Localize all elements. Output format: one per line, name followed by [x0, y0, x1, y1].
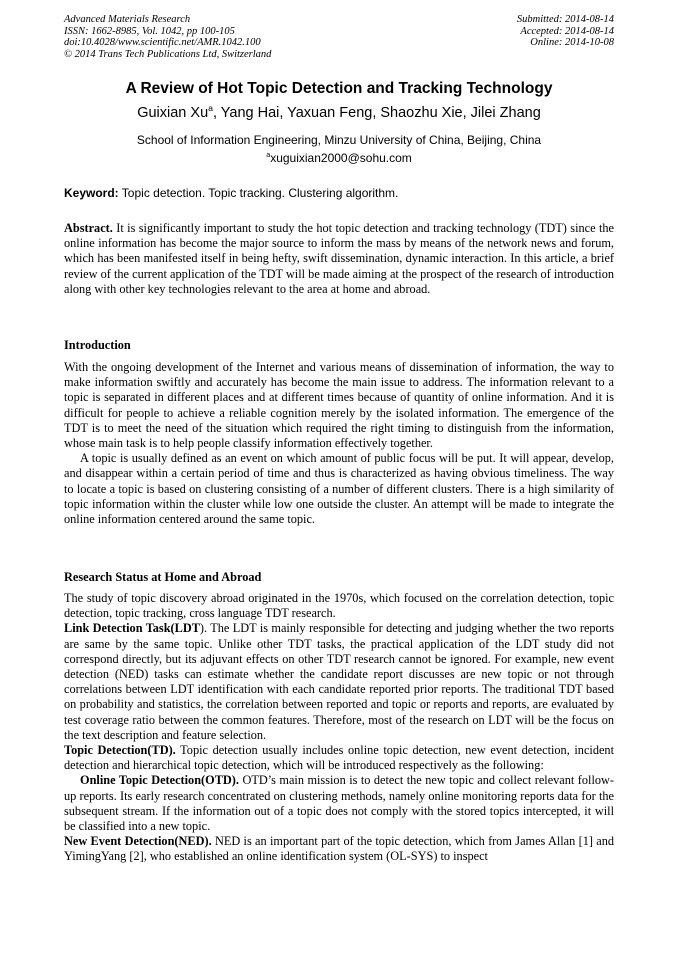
copyright: © 2014 Trans Tech Publications Ltd, Switzerland	[64, 48, 272, 60]
first-author: Guixian Xu	[137, 105, 209, 121]
abstract-text: It is significantly important to study the hot topic detection and tracking technology (TDT) since the online information has become the major source to inform the mass by means of the network news and forum, which has been manifested itself in being hefty, swift dissemination, dynamic interaction. In this article, a brief review of the current application of the TDT will be made aiming at the prospect of the research of introduction along with other key technologies relevant to the area at home and abroad.	[64, 221, 614, 296]
affiliation: School of Information Engineering, Minzu University of China, Beijing, China	[136, 133, 542, 147]
ned-label: New Event Detection(NED).	[64, 834, 212, 849]
intro-paragraph-2: A topic is usually defined as an event on which amount of public focus will be put. It will appear, develop, and disappear within a certain period of time and thus is characterized as having obvious timeliness. The way to locate a topic is based on clustering consisting of a number of different clusters. There is a high similarity of topic information within the cluster while low one outside the cluster. An attempt will be made to integrate the online information centered around the same topic.	[64, 451, 614, 527]
otd-label: Online Topic Detection(OTD).	[80, 773, 239, 788]
journal-name: Advanced Materials Research	[64, 14, 191, 25]
otd-text: OTD’s main mission is to detect the new topic and collect relevant follow-up reports. Its early research concentrated on clustering methods, namely online monitoring reports data for the subsequent stream. If the information out of a topic does not comply with the stored topics intercepted, it will be classified into a new topic.	[64, 773, 615, 834]
intro-paragraph-1: With the ongoing development of the Internet and various means of dissemination of information, the way to make information swiftly and accurately has become the main issue to address. The information relevant to a topic is separated in different places and at different times because of quantity of online information. And it is difficult for people to achieve a reliable cognition merely by the isolated information. The emergence of the TDT is to meet the need of the situation which required the right timing to distinguish from the information, whose main task is to help people classify information effectively together.	[64, 360, 614, 451]
introduction-body	[64, 360, 614, 527]
research-status-heading: Research Status at Home and Abroad	[64, 570, 262, 584]
contact-email	[40, 151, 638, 165]
doi: doi:10.4028/www.scientific.net/AMR.1042.100	[64, 37, 261, 48]
ldt-label: Link Detection Task(LDT	[64, 621, 200, 636]
keyword-label: Keyword:	[64, 186, 119, 200]
email-address: xuguixian2000@sohu.com	[270, 151, 412, 165]
td-paragraph	[64, 743, 614, 773]
ldt-text: ). The LDT is mainly responsible for detecting and judging whether the two reports are same by the same topic. Unlike other TDT tasks, the practical application of the LDT study did not correspond directly, but its adjuvant effects on other TDT research cannot be ignored. For example, new event detection (NED) tasks can estimate whether the candidate report discusses are new topic or not through correlations between LDT identification with each candidate reported prior reports. The traditional TDT based on probability and statistics, the correlation between reported and topic or reports and reports, are evaluated by test coverage ratio between the common features. Therefore, most of the research on LDT will be the focus on the text description and feature selection.	[64, 621, 615, 742]
ldt-paragraph	[64, 621, 614, 743]
research-paragraph-1: The study of topic discovery abroad originated in the 1970s, which focused on the correlation detection, topic detection, topic tracking, cross language TDT research.	[64, 591, 614, 621]
journal-info	[64, 14, 271, 60]
email-marker: a	[266, 150, 271, 159]
ned-text: NED is an important part of the topic detection, which from James Allan [1] and YimingYang [2], who established an online identification system (OL-SYS) to inspect	[64, 834, 614, 864]
keywords	[64, 186, 616, 200]
paper-title: A Review of Hot Topic Detection and Tracking Technology	[125, 80, 553, 97]
accepted-date: Accepted: 2014-08-14	[520, 25, 614, 37]
author-list	[40, 105, 638, 121]
ned-paragraph	[64, 834, 614, 864]
issn-volume: ISSN: 1662-8985, Vol. 1042, pp 100-105	[64, 25, 235, 37]
online-date: Online: 2014-10-08	[530, 37, 614, 48]
abstract	[64, 221, 614, 297]
research-status-body	[64, 591, 614, 865]
publication-dates	[517, 14, 614, 49]
otd-paragraph	[64, 773, 614, 834]
submitted-date: Submitted: 2014-08-14	[516, 14, 614, 25]
keyword-text: Topic detection. Topic tracking. Clustering algorithm.	[118, 186, 399, 200]
td-label: Topic Detection(TD).	[64, 743, 176, 758]
td-text: Topic detection usually includes online topic detection, new event detection, incident detection and hierarchical topic detection, which will be introduced respectively as the following:	[64, 743, 614, 773]
author-affil-marker: a	[208, 103, 213, 114]
introduction-heading: Introduction	[64, 338, 131, 352]
other-authors: , Yang Hai, Yaxuan Feng, Shaozhu Xie, Jilei Zhang	[212, 105, 541, 121]
abstract-label: Abstract.	[64, 221, 113, 235]
